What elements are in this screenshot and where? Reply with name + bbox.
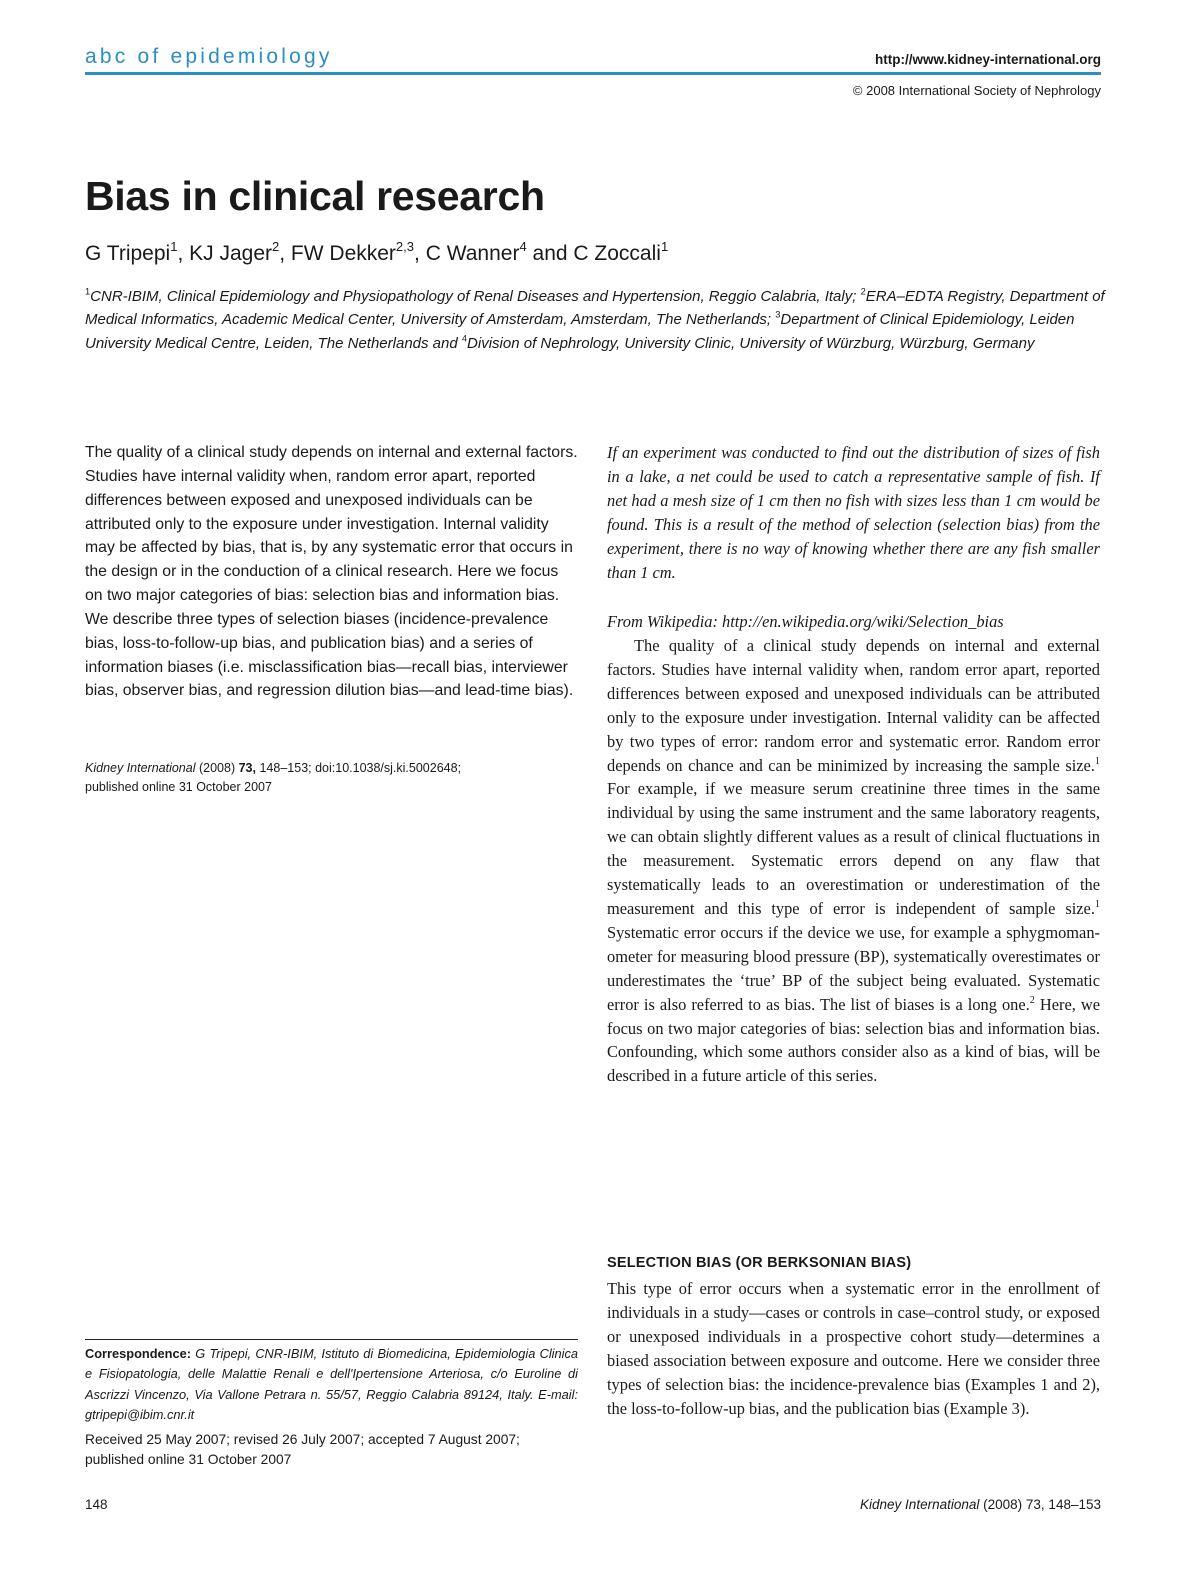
series-title: abc of epidemiology <box>85 45 333 68</box>
author: G Tripepi$^1$, <box>85 238 190 265</box>
author-list <box>85 240 668 268</box>
abstract-text: The quality of a clinical study depends on internal and external factors. Studies have internal validity when, random error apart, reported differences between exposed and unexposed individuals can be attributed only to the exposure under investigation. Internal validity may be affected by bias, that is, by any systematic error that occurs in the design or in the conduction of a clinical research. Here we focus on two major categories of bias: selection bias and information bias. We describe three types of selection biases (incidence-prevalence bias, loss-to-follow-up bias, and publication bias) and a series of information biases (i.e. misclassification bias—recall bias, interviewer bias, observer bias, and regression dilution bias—and lead-time bias). <box>85 444 578 700</box>
author: C Wanner$^4$ and <box>425 238 574 265</box>
author: FW Dekker$^{2,3}$, <box>290 238 426 265</box>
affiliations: $^1$CNR-IBIM, Clinical Epidemiology and Physiopathology of Renal Diseases and Hypertension, Reggio Calabria, Italy; $^2$ERA–EDTA Registry, Department of Medical Informatics, Academic Medical Center, University of Amsterdam, Amsterdam, The Netherlands; $^3$Department of Clinical Epidemiology, Leiden University Medical Centre, Leiden, The Netherlands and $^4$Division of Nephrology, University Clinic, University of Würzburg, Würzburg, Germany <box>85 286 1105 352</box>
citation: Kidney International (2008) 73, 148–153; doi:10.1038/sj.ki.5002648; published online 31 October 2007 <box>85 761 462 794</box>
section-heading: SELECTION BIAS (OR BERKSONIAN BIAS) <box>607 1255 912 1271</box>
received-dates: Received 25 May 2007; revised 26 July 2007; accepted 7 August 2007; published online 31 October 2007 <box>85 1432 520 1468</box>
footer-citation: Kidney International (2008) 73, 148–153 <box>860 1497 1101 1512</box>
epigraph-quote: If an experiment was conducted to find out the distribution of sizes of fish in a lake, a net could be used to catch a representative sample of fish. If net had a mesh size of 1 cm then no fish with sizes less than 1 cm would be found. This is a result of the method of selection (selection bias) from the experiment, there is no way of knowing whether there are any fish smaller than 1 cm. <box>607 443 1100 582</box>
journal-url[interactable]: http://www.kidney-international.org <box>875 52 1101 67</box>
epigraph-source: From Wikipedia: http://en.wikipedia.org/wiki/Selection_bias <box>607 612 1004 631</box>
intro-paragraph: The quality of a clinical study depends on internal and external factors. Studies have internal validity when, random error apart, reported differences between exposed and unexposed individuals can be attributed only to the exposure under investigation. Internal validity can be affected by two types of error: random error and systematic error. Random error depends on chance and can be minimized by increasing the sample size.$^1$ For example, if we measure serum creatinine three times in the same individual by using the same instrument and the same laboratory reagents, we can obtain slightly different values as a result of clinical fluctuations in the measurement. Systematic errors depend on any flaw that systematically leads to an overestimation or underestimation of the measurement and this type of error is independent of sample size.$^1$ Systematic error occurs if the device we use, for example a sphygmoman-ometer for measuring blood pressure (BP), systematically overestimates or underestimates the ‘true’ BP of the subject being evaluated. Systematic error is also referred to as bias. The list of biases is a long one.$^2$ Here, we focus on two major categories of bias: selection bias and information bias. Confounding, which some authors consider also as a kind of bias, will be described in a future article of this series. <box>607 636 1100 1086</box>
reference-2[interactable]: 2 <box>1029 994 1035 1006</box>
copyright: © 2008 International Society of Nephrology <box>852 83 1101 98</box>
reference-1[interactable]: 1 <box>1094 898 1100 910</box>
selection-bias-paragraph: This type of error occurs when a systematic error in the enrollment of individuals in a study—cases or controls in case–control study, or exposed or unexposed individuals in a prospective cohort study—determines a biased association between exposure and outcome. Here we consider three types of selection bias: the incidence-prevalence bias (Examples 1 and 2), the loss-to-follow-up bias, and the publication bias (Example 3). <box>607 1279 1100 1418</box>
header-rule <box>85 72 1101 75</box>
article-title: Bias in clinical research <box>85 173 545 219</box>
author: C Zoccali$^1$ <box>573 238 669 265</box>
reference-1[interactable]: 1 <box>1094 755 1100 767</box>
author: KJ Jager$^2$, <box>189 238 291 265</box>
page-number: 148 <box>85 1497 108 1512</box>
abstract <box>85 441 578 703</box>
correspondence: Correspondence: G Tripepi, CNR-IBIM, Istituto di Biomedicina, Epidemiologia Clinica e Fisiopatologia, delle Malattie Renali e dell'Ipertensione Arteriosa, c/o Euroline di Ascrizzi Vincenzo, Via Vallone Petrara n. 55/57, Reggio Calabria 89124, Italy. E-mail: gtripepi@ibim.cnr.it <box>85 1339 578 1426</box>
